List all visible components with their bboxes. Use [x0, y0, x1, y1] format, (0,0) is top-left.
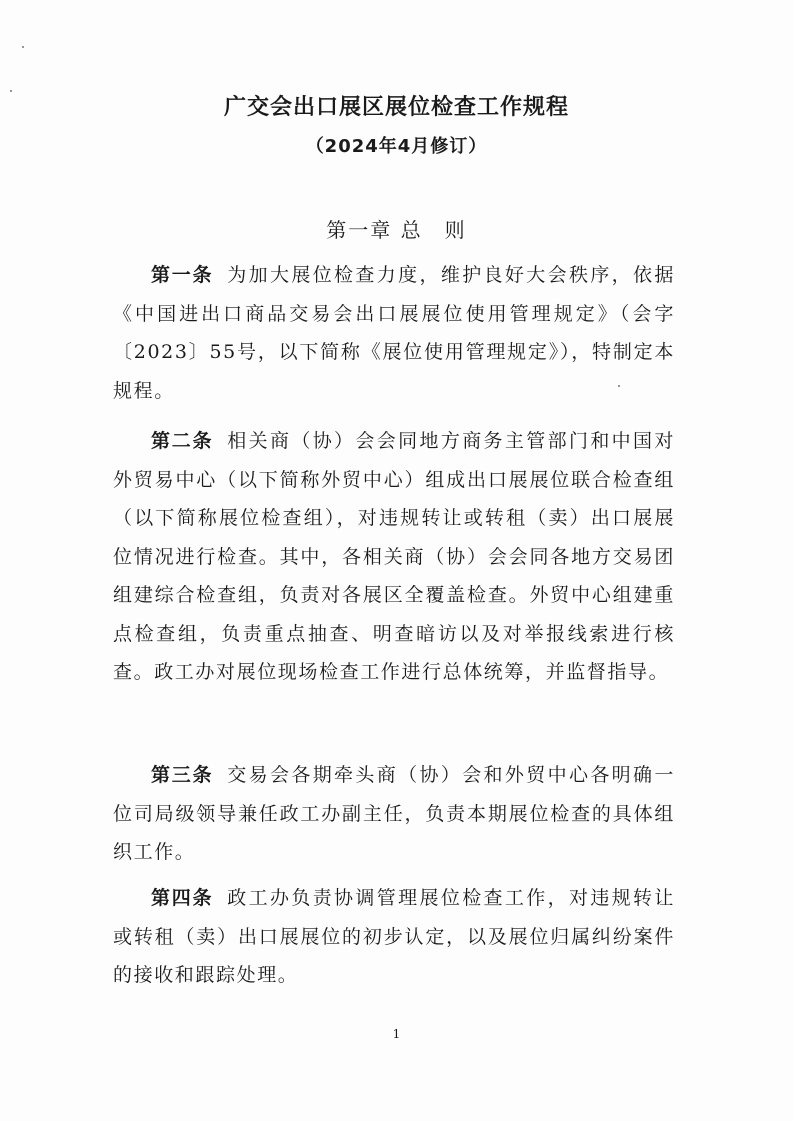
article-4-label: 第四条: [151, 887, 214, 909]
article-3-text: 交易会各期牵头商（协）会和外贸中心各明确一位司局级领导兼任政工办副主任，负责本期展位检查的具体组织工作。: [113, 764, 675, 863]
article-4-text: 政工办负责协调管理展位检查工作，对违规转让或转租（卖）出口展展位的初步认定，以及展位归属纠纷案件的接收和跟踪处理。: [113, 887, 675, 986]
chapter-heading: 第一章 总 则: [326, 218, 467, 242]
article-2: [113, 422, 675, 692]
article-1: [113, 256, 675, 410]
article-3: [113, 756, 675, 872]
article-3-label: 第三条: [151, 764, 214, 786]
article-1-text: 为加大展位检查力度，维护良好大会秩序，依据《中国进出口商品交易会出口展展位使用管理规定》（会字〔2023〕55号，以下简称《展位使用管理规定》），特制定本规程。: [113, 264, 675, 402]
document-subtitle: （2024年4月修订）: [305, 136, 488, 157]
article-2-text: 相关商（协）会会同地方商务主管部门和中国对外贸易中心（以下简称外贸中心）组成出口展展位联合检查组（以下简称展位检查组），对违规转让或转租（卖）出口展展位情况进行检查。其中，各相关商（协）会会同各地方交易团组建综合检查组，负责对各展区全覆盖检查。外贸中心组建重点检查组，负责重点抽查、明查暗访以及对举报线索进行核查。政工办对展位现场检查工作进行总体统筹，并监督指导。: [113, 430, 675, 683]
page-number: 1: [392, 1027, 401, 1041]
article-1-label: 第一条: [151, 264, 214, 286]
scan-speck: [22, 46, 24, 48]
article-2-label: 第二条: [151, 430, 214, 452]
document-title: 广交会出口展区展位检查工作规程: [223, 95, 569, 120]
article-4: [113, 879, 675, 995]
